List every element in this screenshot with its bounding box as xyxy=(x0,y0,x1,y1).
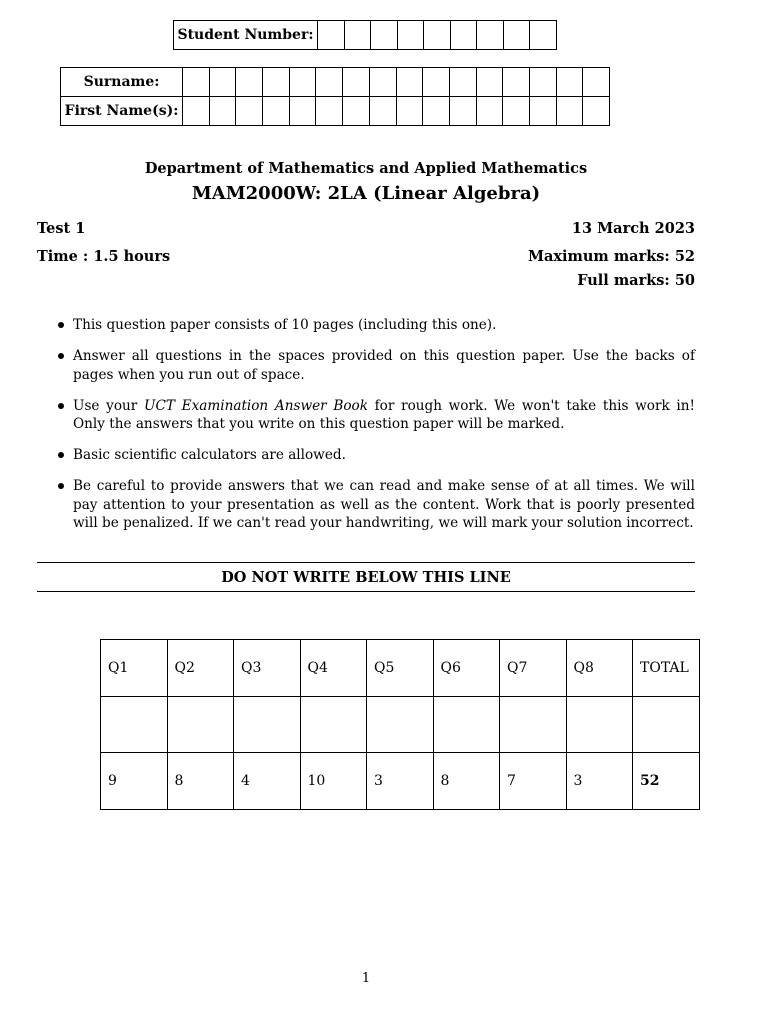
question-header: Q1 xyxy=(101,640,168,697)
name-box xyxy=(60,67,610,126)
first-names-row xyxy=(61,97,610,126)
first-names-cell[interactable] xyxy=(263,97,290,126)
student-number-cell[interactable] xyxy=(318,21,345,50)
full-marks: Full marks: 50 xyxy=(577,272,695,289)
question-header: Q2 xyxy=(167,640,234,697)
question-header: Q5 xyxy=(367,640,434,697)
instruction-item xyxy=(37,477,695,533)
score-row xyxy=(101,696,700,753)
student-number-cell[interactable] xyxy=(397,21,424,50)
bullet-icon xyxy=(58,483,64,489)
student-number-box xyxy=(173,20,557,50)
surname-cell[interactable] xyxy=(289,68,316,97)
department-title: Department of Mathematics and Applied Mathematics xyxy=(144,160,588,177)
maximum-marks: Maximum marks: 52 xyxy=(527,248,695,265)
surname-cell[interactable] xyxy=(183,68,210,97)
surname-cell[interactable] xyxy=(263,68,290,97)
question-header: Q4 xyxy=(300,640,367,697)
score-cell xyxy=(367,696,434,753)
max-mark-cell: 4 xyxy=(234,753,301,810)
surname-cell[interactable] xyxy=(503,68,530,97)
total-mark-cell: 52 xyxy=(633,753,700,810)
question-header: Q8 xyxy=(566,640,633,697)
first-names-cell[interactable] xyxy=(236,97,263,126)
score-cell xyxy=(234,696,301,753)
max-mark-cell: 3 xyxy=(367,753,434,810)
student-number-label: Student Number: xyxy=(174,21,318,50)
surname-cell[interactable] xyxy=(556,68,583,97)
first-names-cell[interactable] xyxy=(396,97,423,126)
max-mark-cell: 9 xyxy=(101,753,168,810)
question-header: Q6 xyxy=(433,640,500,697)
first-names-cell[interactable] xyxy=(209,97,236,126)
max-mark-cell: 10 xyxy=(300,753,367,810)
max-mark-cell: 8 xyxy=(167,753,234,810)
instruction-text-pre: Use your xyxy=(73,397,145,414)
answer-book-name: UCT Examination Answer Book xyxy=(144,397,368,414)
first-names-cell[interactable] xyxy=(449,97,476,126)
surname-cell[interactable] xyxy=(476,68,503,97)
surname-cell[interactable] xyxy=(529,68,556,97)
instruction-text-post: for rough work. We won't take this work in! Only the answers that you write on this question paper will be marked. xyxy=(73,397,695,432)
do-not-write-notice: DO NOT WRITE BELOW THIS LINE xyxy=(221,569,511,586)
divider-top xyxy=(37,562,695,563)
test-date: 13 March 2023 xyxy=(571,220,695,237)
first-names-cell[interactable] xyxy=(289,97,316,126)
max-marks-row xyxy=(101,753,700,810)
first-names-cell[interactable] xyxy=(556,97,583,126)
instruction-text: This question paper consists of 10 pages (including this one). xyxy=(73,317,497,333)
instruction-item xyxy=(37,397,695,434)
student-number-cell[interactable] xyxy=(371,21,398,50)
first-names-cell[interactable] xyxy=(583,97,610,126)
time-allowed: Time : 1.5 hours xyxy=(37,248,171,265)
question-header: Q7 xyxy=(500,640,567,697)
bullet-icon xyxy=(58,403,64,409)
first-names-cell[interactable] xyxy=(343,97,370,126)
surname-cell[interactable] xyxy=(583,68,610,97)
total-header: TOTAL xyxy=(633,640,700,697)
instruction-text: Be careful to provide answers that we can read and make sense of at all times. We will pay attention to your presentation as well as the content. Work that is poorly presented will be penalized. If we can't read your handwriting, we will mark your solution incorrect. xyxy=(73,478,695,531)
score-cell xyxy=(300,696,367,753)
score-cell xyxy=(633,696,700,753)
first-names-cell[interactable] xyxy=(503,97,530,126)
page-number: 1 xyxy=(361,971,371,986)
bullet-icon xyxy=(58,452,64,458)
student-number-cell[interactable] xyxy=(424,21,451,50)
score-cell xyxy=(101,696,168,753)
surname-cell[interactable] xyxy=(423,68,450,97)
student-number-cell[interactable] xyxy=(450,21,477,50)
instruction-item xyxy=(37,347,695,384)
course-title: MAM2000W: 2LA (Linear Algebra) xyxy=(191,183,541,204)
surname-label: Surname: xyxy=(61,68,183,97)
marks-table xyxy=(100,639,700,810)
surname-cell[interactable] xyxy=(343,68,370,97)
bullet-icon xyxy=(58,353,64,359)
first-names-cell[interactable] xyxy=(183,97,210,126)
first-names-cell[interactable] xyxy=(316,97,343,126)
surname-cell[interactable] xyxy=(209,68,236,97)
instruction-item xyxy=(37,446,695,465)
student-number-cell[interactable] xyxy=(503,21,530,50)
first-names-label: First Name(s): xyxy=(61,97,183,126)
max-mark-cell: 8 xyxy=(433,753,500,810)
student-number-cell[interactable] xyxy=(530,21,557,50)
test-label: Test 1 xyxy=(37,220,86,237)
bullet-icon xyxy=(58,322,64,328)
surname-cell[interactable] xyxy=(369,68,396,97)
first-names-cell[interactable] xyxy=(476,97,503,126)
surname-cell[interactable] xyxy=(316,68,343,97)
max-mark-cell: 3 xyxy=(566,753,633,810)
first-names-cell[interactable] xyxy=(423,97,450,126)
surname-cell[interactable] xyxy=(236,68,263,97)
instruction-item xyxy=(37,316,695,335)
instruction-text: Answer all questions in the spaces provided on this question paper. Use the backs of pages when you run out of space. xyxy=(73,348,695,383)
first-names-cell[interactable] xyxy=(529,97,556,126)
score-cell xyxy=(167,696,234,753)
score-cell xyxy=(433,696,500,753)
first-names-cell[interactable] xyxy=(369,97,396,126)
score-cell xyxy=(566,696,633,753)
divider-bottom xyxy=(37,591,695,592)
surname-cell[interactable] xyxy=(396,68,423,97)
surname-cell[interactable] xyxy=(449,68,476,97)
instructions-list xyxy=(37,316,695,545)
student-number-cell[interactable] xyxy=(477,21,504,50)
instruction-text: Basic scientific calculators are allowed. xyxy=(73,447,346,463)
max-mark-cell: 7 xyxy=(500,753,567,810)
score-cell xyxy=(500,696,567,753)
question-header: Q3 xyxy=(234,640,301,697)
marks-header-row xyxy=(101,640,700,697)
student-number-cell[interactable] xyxy=(344,21,371,50)
surname-row xyxy=(61,68,610,97)
